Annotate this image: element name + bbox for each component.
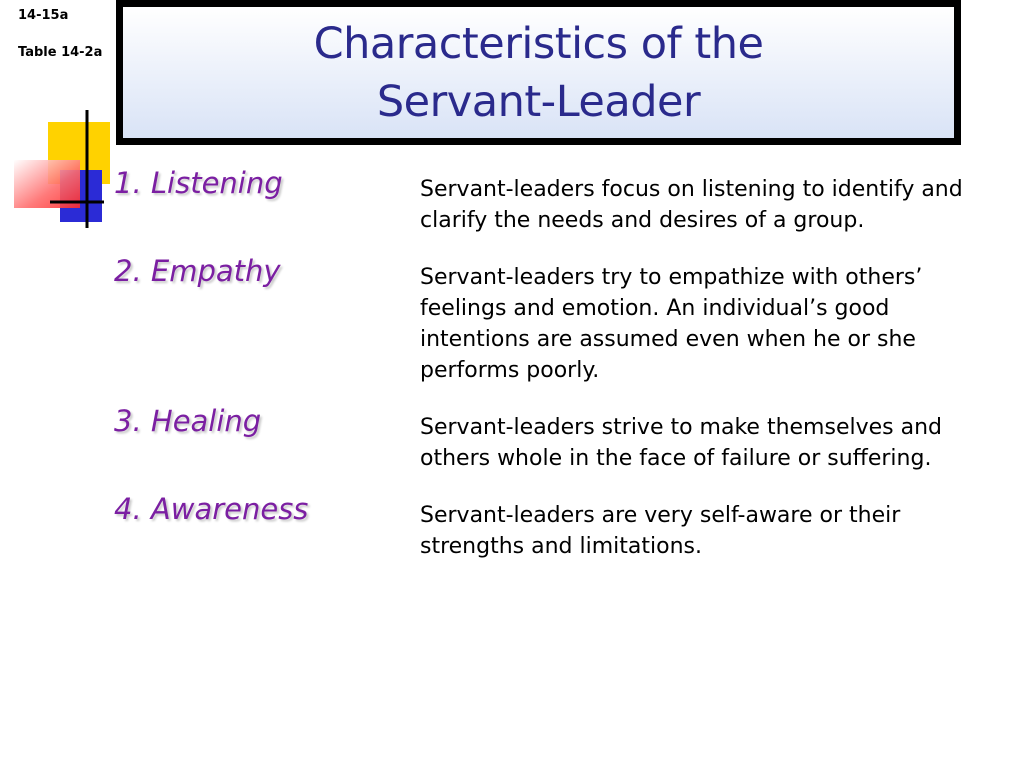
decorative-blocks-icon <box>0 0 120 240</box>
characteristic-description: Servant-leaders focus on listening to identify and clarify the needs and desires of a group. <box>420 177 963 233</box>
characteristic-description: Servant-leaders try to empathize with others’ feelings and emotion. An individual’s good intentions are assumed even when he or she performs poorly. <box>420 265 923 383</box>
slide-title <box>314 15 764 131</box>
list-item <box>114 166 984 236</box>
title-line-2: Servant-Leader <box>376 76 701 127</box>
characteristic-description: Servant-leaders are very self-aware or their strengths and limitations. <box>420 503 901 559</box>
title-line-1: Characteristics of the <box>313 18 764 69</box>
characteristic-term: 3. Healing <box>114 404 262 438</box>
list-item <box>114 492 984 562</box>
characteristic-description: Servant-leaders strive to make themselves and others whole in the face of failure or suffering. <box>420 415 942 471</box>
slide-code: 14-15a <box>18 8 69 23</box>
title-banner <box>116 0 961 145</box>
characteristics-list <box>114 166 984 580</box>
characteristic-term: 1. Listening <box>114 166 283 200</box>
characteristic-term: 2. Empathy <box>114 254 281 288</box>
table-reference: Table 14-2a <box>18 45 103 60</box>
list-item <box>114 254 984 386</box>
characteristic-term: 4. Awareness <box>114 492 309 526</box>
list-item <box>114 404 984 474</box>
